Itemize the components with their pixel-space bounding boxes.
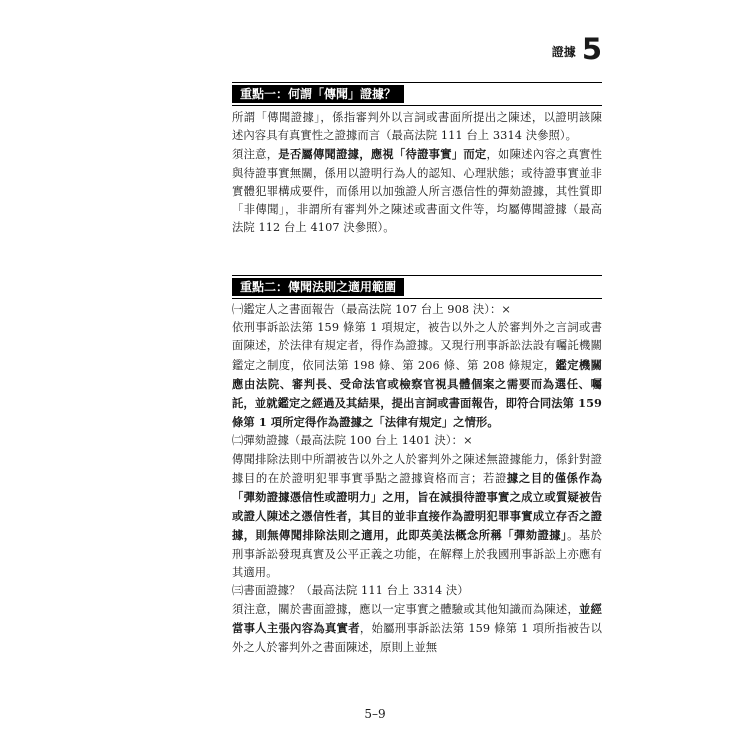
note-lead: 須注意， [232, 148, 279, 162]
paragraph-definition: 所謂「傳聞證據」，係指審判外以言詞或書面所提出之陳述，以證明該陳述內容具有真實性之證據而言（最高法院 111 台上 3314 決參照）。 [232, 111, 602, 143]
paragraph-note [232, 145, 602, 237]
section-body-2 [232, 301, 602, 657]
item-2-rest: 。基於刑事訴訟發現真實及公平正義之功能，在解釋上於我國刑事訴訟上亦應有其適用。 [232, 529, 602, 579]
section-title-1: 重點一：何謂「傳聞」證據？ [232, 85, 404, 103]
section-body-1 [232, 109, 602, 237]
page-number: 5–9 [364, 707, 386, 721]
item-1-emphasis: 鑑定機關應由法院、審判長、受命法官或檢察官視具體個案之需要而為選任、囑託，並就鑑定之經過及其結果，提出言詞或書面報告，即符合同法第 159 條第 1 項所定得作為證據之「法律有規定」之情形。 [232, 357, 603, 430]
chapter-label: 證據 [551, 45, 576, 59]
section-header-2 [232, 275, 602, 299]
item-3-rest: ，始屬刑事訴訟法第 159 條第 1 項所指被告以外之人於審判外之書面陳述，原則上並無 [232, 622, 602, 654]
item-3-title: ㈢書面證據？（最高法院 111 台上 3314 決） [232, 584, 469, 598]
item-2-body [232, 451, 602, 582]
item-3-text: 須注意，關於書面證據，應以一定事實之體驗或其他知識而為陳述， [232, 603, 580, 617]
chapter-number: 5 [581, 32, 602, 66]
note-rest: ，如陳述內容之真實性與待證事實無關，係用以證明行為人的認知、心理狀態；或待證事實並非實體犯罪構成要件，而係用以加強證人所言憑信性的彈劾證據，其性質即「非傳聞」，非謂所有審判外之陳述或書面文件等，均屬傳聞證據（最高法院 112 台上 4107 決參照）。 [232, 148, 602, 235]
chapter-header [552, 34, 602, 64]
item-3-body [232, 600, 602, 657]
item-2-text: 傳聞排除法則中所謂被告以外之人於審判外之陳述無證據能力，係針對證據目的在於證明犯罪事實爭點之證據資格而言；若證 [232, 452, 602, 485]
item-2-emphasis: 據之目的僅係作為「彈劾證據憑信性或證明力」之用，旨在減損待證事實之成立或質疑被告或證人陳述之憑信性者，其目的並非直接作為證明犯罪事實成立存否之證據，則無傳聞排除法則之適用，此即英美法概念所稱「彈劾證據」 [232, 470, 602, 543]
item-1-title: ㈠鑑定人之書面報告（最高法院 107 台上 908 決）：× [232, 303, 511, 316]
item-1-body [232, 319, 602, 432]
section-header-1 [232, 82, 602, 106]
note-emphasis: 是否屬傳聞證據，應視「待證事實」而定 [278, 147, 487, 162]
item-2-title: ㈡彈劾證據（最高法院 100 台上 1401 決）：× [232, 434, 473, 448]
section-title-2: 重點二：傳聞法則之適用範圍 [232, 278, 404, 296]
item-1-text: 依刑事訴訟法第 159 條第 1 項規定，被告以外之人於審判外之言詞或書面陳述，於法律有規定者，得作為證據。又現行刑事訴訟法設有囑託機關鑑定之制度，依同法第 198 條、第 206 條、第 208 條規定， [232, 321, 602, 372]
item-3-emphasis: 並經當事人主張內容為真實者 [232, 602, 602, 636]
